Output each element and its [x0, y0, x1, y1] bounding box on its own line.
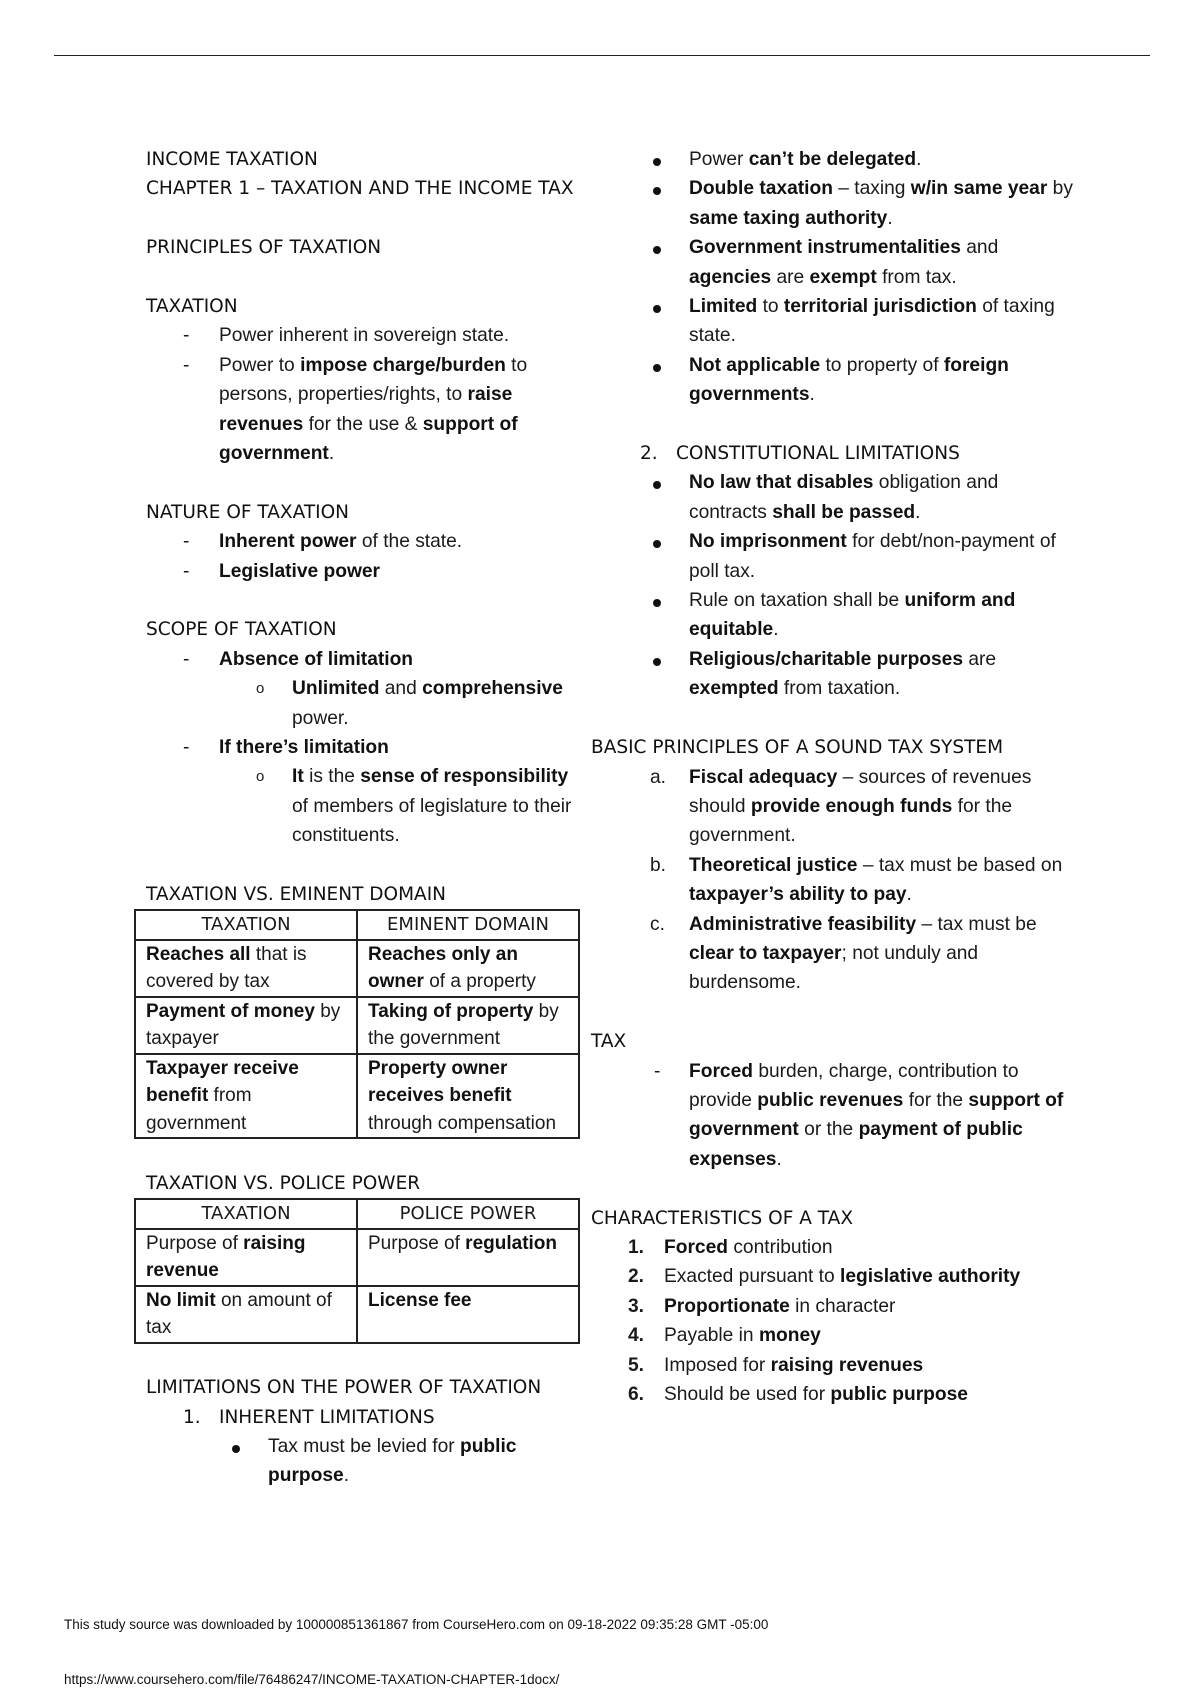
emphasis-text: Government instrumentalities: [689, 237, 961, 259]
list-item: [640, 645, 1080, 704]
emphasis-text: impose charge/burden: [300, 354, 506, 376]
right-column: [591, 145, 1080, 1409]
emphasis-text: public purpose: [830, 1384, 968, 1405]
body-text: for the: [903, 1089, 969, 1111]
emphasis-text: shall be passed: [772, 501, 916, 523]
emphasis-text: raising revenues: [770, 1354, 924, 1376]
source-url-link[interactable]: https://www.coursehero.com/file/76486247/INCOME-TAXATION-CHAPTER-1docx/: [64, 1672, 560, 1687]
body-text: – taxing: [832, 178, 911, 200]
body-text: .: [915, 501, 921, 523]
body-text: .: [906, 884, 912, 906]
body-text: of taxing state.: [689, 296, 1055, 347]
emphasis-text: Payment of money: [146, 1000, 315, 1022]
body-text: or the: [798, 1119, 859, 1141]
emphasis-text: regulation: [465, 1232, 558, 1254]
table-caption-police: TAXATION VS. POLICE POWER: [146, 1172, 421, 1194]
table-cell: [135, 1054, 357, 1139]
scope-heading: SCOPE OF TAXATION: [146, 619, 337, 641]
body-text: is the: [303, 766, 361, 788]
nature-heading: NATURE OF TAXATION: [146, 501, 349, 523]
body-text: – tax must be: [916, 913, 1037, 935]
list-item: - Power inherent in sovereign state.: [183, 325, 510, 347]
body-text: by: [1047, 178, 1073, 200]
body-text: obligation and contracts: [689, 472, 999, 523]
table-header: TAXATION: [135, 1199, 357, 1229]
emphasis-text: Administrative feasibility: [689, 913, 917, 935]
body-text: Power: [689, 149, 749, 170]
body-text: to property of: [820, 354, 944, 376]
body-text: that is covered by tax: [146, 943, 307, 993]
doc-title: INCOME TAXATION: [146, 149, 318, 170]
emphasis-text: Inherent power: [219, 531, 357, 553]
emphasis-text: support of government: [219, 413, 518, 465]
list-item: 5. Imposed for raising revenues: [628, 1354, 924, 1376]
body-text: to persons, properties/rights, to: [219, 354, 528, 406]
body-text: Payable in: [664, 1325, 759, 1347]
emphasis-text: Religious/charitable purposes: [689, 648, 964, 670]
emphasis-text: raising revenue: [146, 1232, 306, 1282]
list-item: - Inherent power of the state.: [183, 531, 463, 553]
table-cell: [135, 997, 357, 1054]
emphasis-text: Unlimited: [292, 678, 380, 700]
list-item: [640, 468, 1080, 527]
body-text: burden, charge, contribution to provide: [689, 1060, 1019, 1111]
list-item: 1. Forced contribution: [628, 1236, 833, 1258]
body-text: .: [343, 1465, 350, 1487]
body-text: by taxpayer: [146, 1000, 341, 1050]
list-item: 3. Proportionate in character: [628, 1295, 896, 1317]
emphasis-text: can’t be delegated: [748, 149, 917, 170]
body-text: for debt/non-payment of poll tax.: [689, 531, 1056, 582]
body-text: for the use &: [303, 413, 423, 435]
list-item: - If there’s limitation: [183, 737, 389, 759]
emphasis-text: uniform and equitable: [689, 590, 1016, 641]
emphasis-text: License fee: [368, 1289, 472, 1311]
emphasis-text: money: [758, 1325, 821, 1347]
body-text: .: [809, 384, 815, 406]
emphasis-text: No law that disables: [689, 472, 874, 494]
emphasis-text: Taxpayer receive benefit: [146, 1057, 299, 1107]
emphasis-text: exempt: [809, 266, 877, 288]
body-text: Should be used for: [664, 1384, 831, 1405]
emphasis-text: public purpose: [268, 1435, 517, 1487]
list-item: 4. Payable in money: [628, 1325, 821, 1347]
table-row: [135, 1054, 579, 1139]
list-item: c. Administrative feasibility – tax must be clear to taxpayer; not unduly and burdensome.: [650, 913, 1037, 994]
list-item: [640, 527, 1080, 586]
list-item: 2. Exacted pursuant to legislative authority: [628, 1266, 1021, 1288]
emphasis-text: No limit: [146, 1289, 216, 1311]
table-header: POLICE POWER: [357, 1199, 579, 1229]
emphasis-text: Property owner receives benefit: [368, 1057, 512, 1107]
body-text: Exacted pursuant to: [664, 1266, 840, 1288]
emphasis-text: Not applicable: [689, 354, 821, 376]
body-text: ; not unduly and burdensome.: [689, 942, 979, 994]
body-text: .: [887, 207, 893, 229]
top-rule: [54, 55, 1150, 56]
list-item: - Absence of limitation: [183, 648, 414, 670]
limitations-heading: LIMITATIONS ON THE POWER OF TAXATION: [146, 1377, 542, 1399]
list-item: [640, 351, 1080, 410]
emphasis-text: agencies: [689, 266, 772, 288]
principles-heading: PRINCIPLES OF TAXATION: [146, 237, 382, 259]
emphasis-text: Forced: [689, 1060, 753, 1082]
emphasis-text: support of government: [689, 1089, 1064, 1141]
list-item: [640, 233, 1080, 292]
list-item: [640, 586, 1080, 645]
body-text: from government: [146, 1085, 252, 1134]
emphasis-text: No imprisonment: [689, 531, 847, 553]
emphasis-text: same taxing authority: [689, 207, 888, 229]
emphasis-text: Reaches only an owner: [368, 943, 518, 993]
sub-list-item: o Unlimited and comprehensive power.: [256, 678, 563, 729]
emphasis-text: Reaches all: [146, 943, 251, 965]
body-text: from tax.: [876, 266, 957, 288]
body-text: and: [960, 237, 999, 259]
table-header: TAXATION: [135, 910, 357, 940]
body-text: contribution: [727, 1236, 833, 1258]
emphasis-text: Forced: [664, 1236, 728, 1258]
emphasis-text: Limited: [689, 296, 758, 318]
sub-list-item: o It is the sense of responsibility of members of legislature to their constituents.: [256, 766, 572, 847]
emphasis-text: raise revenues: [219, 384, 513, 435]
emphasis-text: clear to taxpayer: [689, 942, 842, 964]
constitutional-limitations-heading: 2. CONSTITUTIONAL LIMITATIONS: [640, 443, 960, 465]
table-cell: [135, 1286, 357, 1343]
list-item: - Power to impose charge/burden to persons, properties/rights, to raise revenues for the use & support of government.: [183, 354, 528, 465]
list-item: 6. Should be used for public purpose: [628, 1384, 968, 1405]
body-text: .: [776, 1148, 782, 1170]
table-row: [135, 997, 579, 1054]
body-text: are: [963, 648, 997, 670]
table-header: EMINENT DOMAIN: [357, 910, 579, 940]
list-item: a. Fiscal adequacy – sources of revenues should provide enough funds for the government.: [650, 766, 1032, 847]
body-text: Purpose of: [368, 1232, 466, 1254]
emphasis-text: provide enough funds: [750, 795, 953, 817]
emphasis-text: Legislative power: [219, 560, 381, 582]
body-text: for the government.: [689, 795, 1013, 847]
body-text: Rule on taxation shall be: [689, 590, 905, 612]
list-item: - Forced burden, charge, contribution to provide public revenues for the support of government or the payment of public expenses.: [654, 1060, 1064, 1170]
taxation-vs-eminent-domain-table: [134, 909, 580, 1139]
emphasis-text: Theoretical justice: [689, 854, 858, 876]
emphasis-text: w/in same year: [910, 178, 1048, 200]
emphasis-text: payment of public expenses: [689, 1119, 1023, 1170]
table-cell: [135, 940, 357, 997]
list-item: [640, 145, 1080, 174]
emphasis-text: foreign governments: [689, 354, 1009, 406]
emphasis-text: Taking of property: [368, 1000, 534, 1022]
table-row: [135, 940, 579, 997]
body-text: power.: [292, 707, 349, 729]
body-text: are: [771, 266, 810, 288]
emphasis-text: territorial jurisdiction: [783, 296, 977, 318]
list-item: [640, 174, 1080, 233]
body-text: of a property: [423, 971, 536, 993]
table-cell: [357, 1229, 579, 1286]
characteristics-heading: CHARACTERISTICS OF A TAX: [591, 1207, 853, 1229]
table-caption-eminent: TAXATION VS. EMINENT DOMAIN: [146, 884, 446, 906]
emphasis-text: exempted: [689, 678, 779, 700]
list-item: [219, 1432, 586, 1491]
table-cell: [357, 1054, 579, 1139]
body-text: – tax must be based on: [857, 854, 1063, 876]
download-notice: This study source was downloaded by 100000851361867 from CourseHero.com on 09-18-2022 09:35:28 GMT -05:00: [64, 1617, 769, 1632]
body-text: in character: [789, 1295, 896, 1317]
body-text: on amount of tax: [146, 1289, 332, 1339]
emphasis-text: taxpayer’s ability to pay: [689, 884, 907, 906]
body-text: through compensation: [368, 1112, 557, 1134]
body-text: Power to: [219, 354, 301, 376]
chapter-title: CHAPTER 1 – TAXATION AND THE INCOME TAX: [146, 178, 574, 200]
taxation-heading: TAXATION: [146, 296, 238, 317]
body-text: .: [773, 619, 779, 641]
table-row: [135, 1229, 579, 1286]
emphasis-text: comprehensive: [422, 678, 563, 700]
emphasis-text: Proportionate: [664, 1295, 790, 1317]
body-text: of the state.: [356, 531, 463, 553]
body-text: to: [757, 296, 784, 318]
emphasis-text: Fiscal adequacy: [689, 766, 838, 788]
emphasis-text: It: [292, 766, 304, 788]
emphasis-text: public revenues: [757, 1089, 904, 1111]
table-cell: [357, 940, 579, 997]
table-row: [135, 1286, 579, 1343]
body-text: Tax must be levied for: [268, 1435, 460, 1457]
body-text: – sources of revenues should: [689, 766, 1032, 817]
body-text: .: [916, 149, 922, 170]
list-item: - Legislative power: [183, 560, 381, 582]
body-text: Purpose of: [146, 1232, 244, 1254]
body-text: by the government: [368, 1000, 559, 1050]
left-column: [146, 145, 586, 1491]
emphasis-text: legislative authority: [840, 1266, 1021, 1288]
table-cell: [357, 997, 579, 1054]
sound-tax-heading: BASIC PRINCIPLES OF A SOUND TAX SYSTEM: [591, 737, 1004, 759]
body-text: .: [328, 443, 335, 465]
list-item: b. Theoretical justice – tax must be based on taxpayer’s ability to pay.: [650, 854, 1063, 906]
taxation-vs-police-power-table: [134, 1198, 580, 1344]
tax-heading: TAX: [591, 1031, 627, 1053]
emphasis-text: Double taxation: [689, 178, 833, 200]
emphasis-text: sense of responsibility: [360, 766, 569, 788]
table-cell: [135, 1229, 357, 1286]
body-text: Imposed for: [664, 1354, 771, 1376]
table-cell: [357, 1286, 579, 1343]
body-text: and: [379, 678, 423, 700]
body-text: from taxation.: [778, 678, 901, 700]
body-text: of members of legislature to their constituents.: [292, 795, 572, 847]
list-item: [640, 292, 1080, 351]
inherent-limitations-heading: 1. INHERENT LIMITATIONS: [183, 1406, 435, 1428]
